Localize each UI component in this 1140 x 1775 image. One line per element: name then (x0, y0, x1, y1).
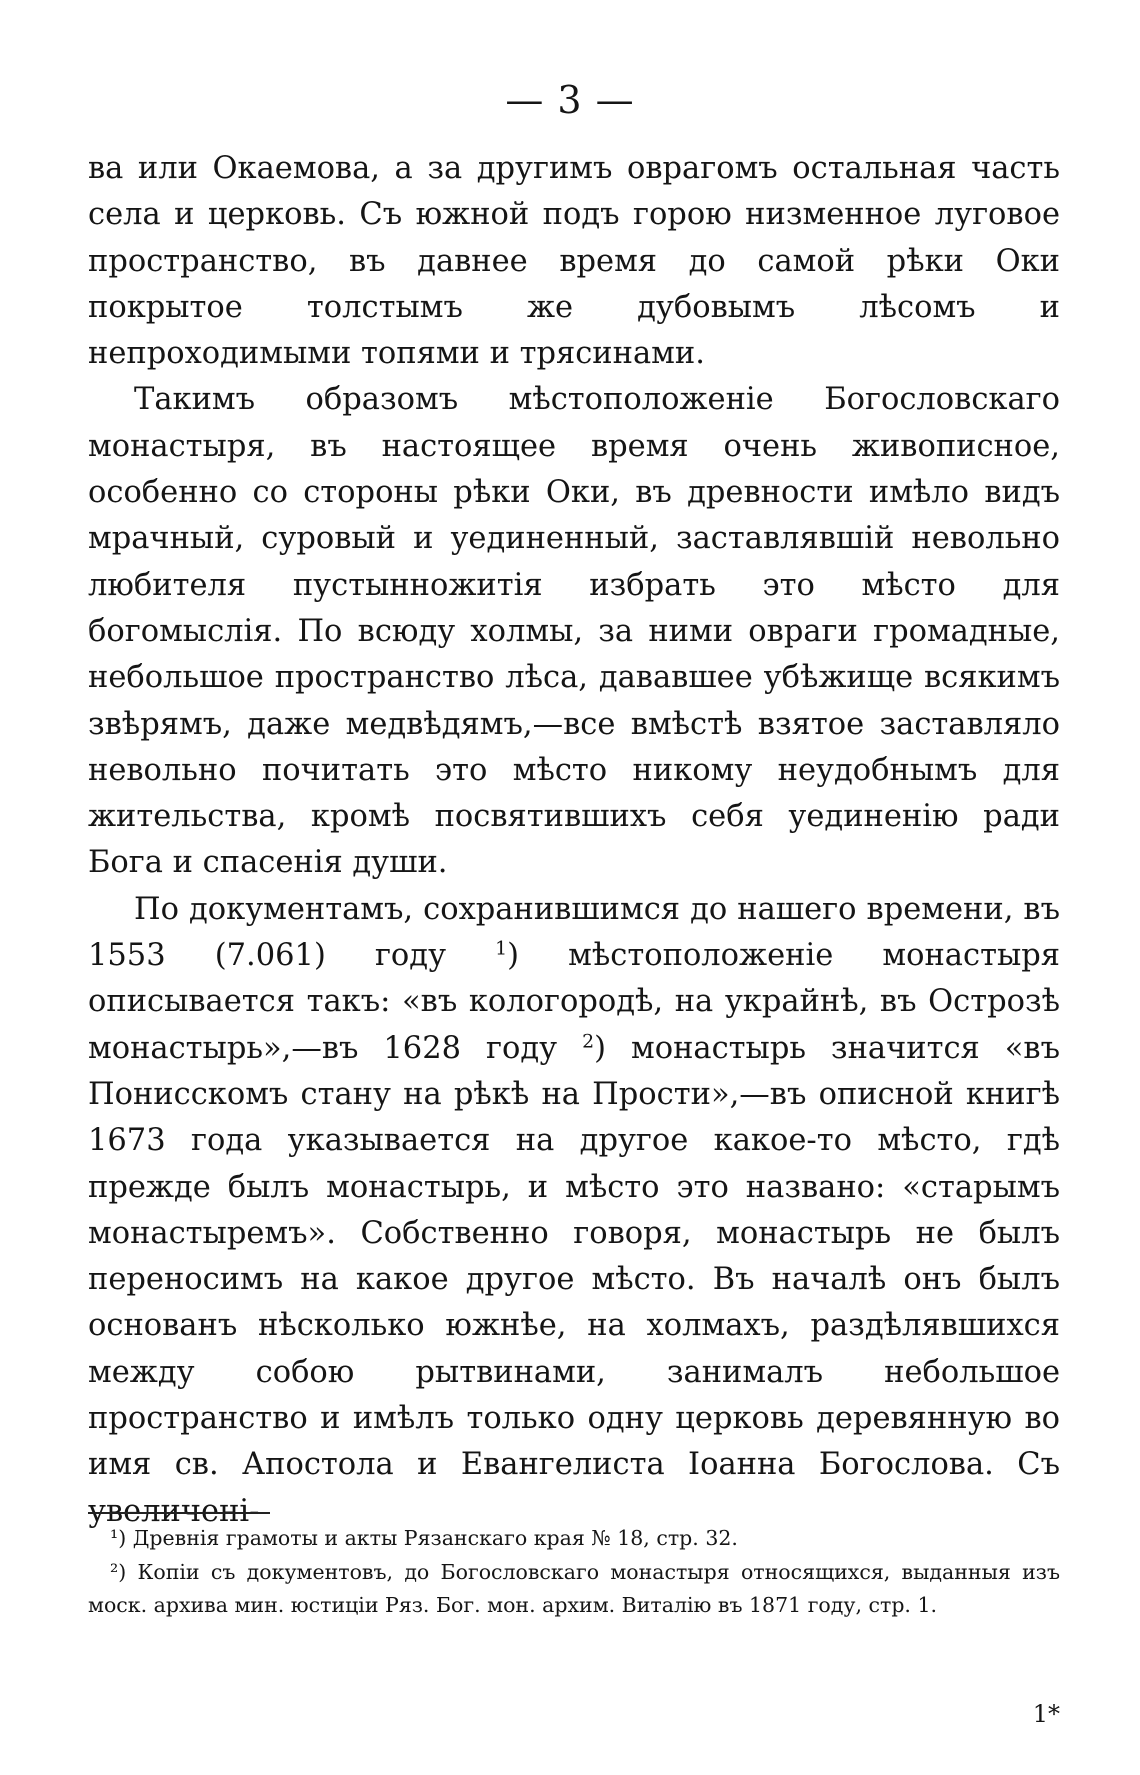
paragraph-2: Такимъ образомъ мѣстоположеніе Богословскаго монастыря, въ настоящее время очень живописное, особенно со стороны рѣки Оки, въ древности имѣло видъ мрачный, суровый и уединенный, заставлявшій невольно любителя пустынножитія избрать это мѣсто для богомыслія. По всюду холмы, за ними овраги громадные, небольшое пространство лѣса, дававшее убѣжище всякимъ звѣрямъ, даже медвѣдямъ,—все вмѣстѣ взятое заставляло невольно почитать это мѣсто никому неудобнымъ для жительства, кромѣ посвятившихъ себя уединенію ради Бога и спасенія души. (88, 382, 1060, 881)
page-number: — 3 — (505, 78, 635, 122)
paragraph-3-part-b: ) мѣстоположеніе монастыря описывается такъ: «въ кологородѣ, на украйнѣ, въ Острозѣ монастырь»,—въ 1628 году (88, 938, 1060, 1066)
footnote-ref-2: 2 (582, 1030, 595, 1053)
main-text (88, 146, 1060, 1535)
signature-mark: 1* (1032, 1700, 1060, 1728)
footnote-2: ²) Копіи съ документовъ, до Богословскаго монастыря относящихся, выданныя изъ моск. архива мин. юстиціи Ряз. Бог. мон. архим. Виталію въ 1871 году, стр. 1. (88, 1559, 1060, 1617)
paragraph-3 (88, 887, 1060, 1535)
footnote-ref-1: 1 (495, 937, 508, 960)
paragraph-1: ва или Окаемова, а за другимъ оврагомъ остальная часть села и церковь. Съ южной подъ горою низменное луговое пространство, въ давнее время до самой рѣки Оки покрытое толстымъ же дубовымъ лѣсомъ и непроходимыми топями и трясинами. (88, 151, 1060, 372)
paragraph-3-part-a: По документамъ, сохранившимся до нашего времени, въ 1553 (7.061) году (88, 891, 1060, 974)
footnotes (88, 1522, 1060, 1623)
paragraph-3-part-c: ) монастырь значится «въ Понисскомъ стану на рѣкѣ на Прости»,—въ описной книгѣ 1673 года указывается на другое какое-то мѣсто, гдѣ прежде былъ монастырь, и мѣсто это названо: «старымъ монастыремъ». Собственно говоря, монастырь не былъ переносимъ на какое другое мѣсто. Въ началѣ онъ былъ основанъ нѣсколько южнѣе, на холмахъ, раздѣлявшихся между собою рытвинами, занималъ небольшое пространство и имѣлъ только одну церковь деревянную во имя св. Апостола и Евангелиста Іоанна Богослова. Съ увеличені- (88, 1030, 1060, 1529)
footnote-divider (88, 1512, 270, 1514)
footnote-1: ¹) Древнія грамоты и акты Рязанскаго края № 18, стр. 32. (110, 1526, 738, 1550)
